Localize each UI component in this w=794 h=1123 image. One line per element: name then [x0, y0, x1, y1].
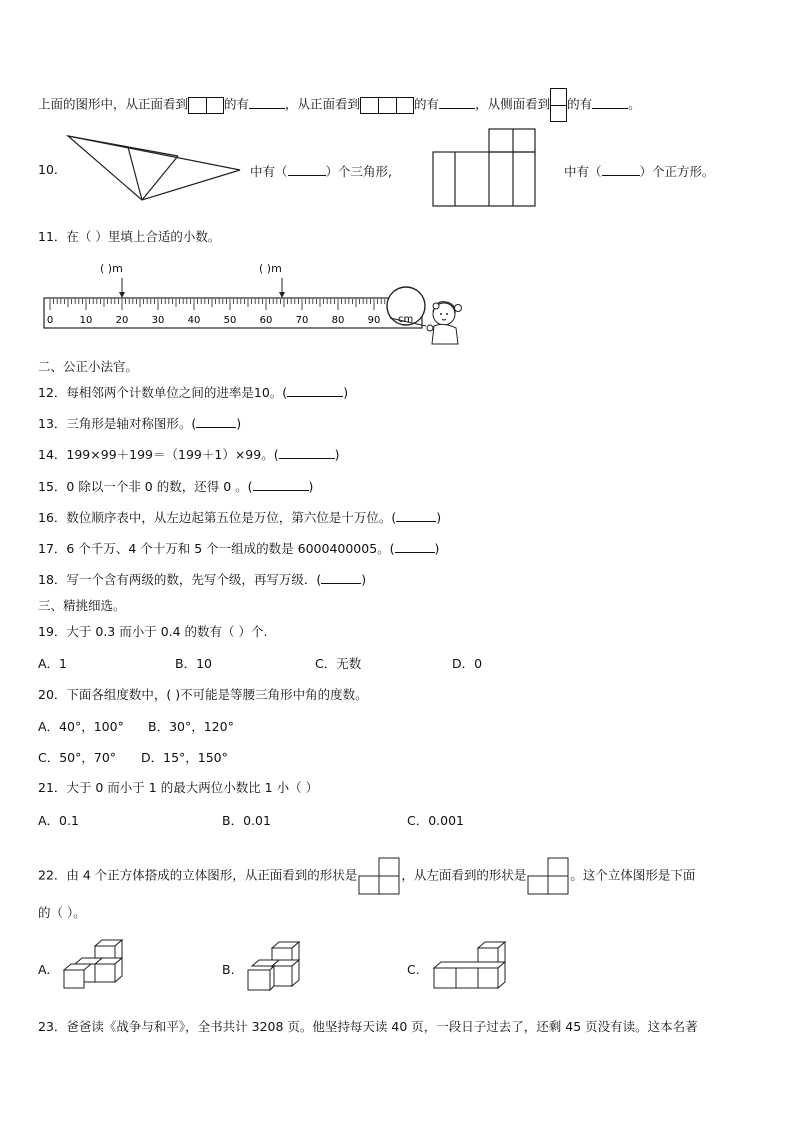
q20-option-b[interactable]: B．30°，120°	[148, 719, 234, 734]
q10-text-b-start: 中有（	[564, 164, 602, 179]
q12	[38, 384, 348, 402]
q10-text-b-end: ）个正方形。	[639, 164, 715, 179]
q18-close: )	[361, 572, 367, 587]
q13-answer-blank[interactable]	[196, 427, 236, 428]
front-view-icon	[358, 857, 400, 895]
q22-option-b-cubes[interactable]	[246, 940, 306, 998]
q9-part3: ，从正面看到	[285, 96, 361, 112]
ruler	[42, 276, 472, 348]
q22-part2: ，从左面看到的形状是	[401, 867, 527, 883]
q19-option-a[interactable]: A．1	[38, 656, 68, 671]
q17-text: 17．6 个千万、4 个十万和 5 个一组成的数是 6000400005。(	[38, 541, 395, 556]
q16-answer-blank[interactable]	[396, 521, 436, 522]
q9-blank3[interactable]	[592, 108, 628, 109]
q20-option-c[interactable]: C．50°，70°	[38, 750, 117, 765]
section-3-heading: 三、精挑细选。	[38, 598, 126, 613]
q22-option-a-label[interactable]: A.	[38, 962, 51, 977]
view-three-squares-icon	[360, 97, 414, 114]
ruler-tick-label: 20	[115, 315, 129, 326]
ruler-label-1: ( )m	[100, 262, 123, 275]
q10-text-b	[564, 162, 715, 180]
q15-text: 15．0 除以一个非 0 的数，还得 0 。(	[38, 479, 253, 494]
q18	[38, 571, 366, 589]
q20-option-d[interactable]: D．15°，150°	[141, 750, 228, 765]
ruler-unit: cm	[398, 314, 414, 325]
q19-option-b[interactable]: B．10	[175, 656, 212, 671]
ruler-tick-label: 10	[79, 315, 93, 326]
q21-option-c[interactable]: C．0.001	[407, 813, 465, 828]
q10-text-a-end: ）个三角形,	[325, 164, 392, 179]
q19-option-d[interactable]: D．0	[452, 656, 483, 671]
ruler-tick-label: 50	[223, 315, 237, 326]
ruler-tick-label: 70	[295, 315, 309, 326]
q21-option-a[interactable]: A．0.1	[38, 813, 79, 828]
q10-blank-a[interactable]	[288, 175, 326, 176]
q18-answer-blank[interactable]	[321, 583, 361, 584]
q12-close: )	[343, 385, 349, 400]
q19-text: 19．大于 0.3 而小于 0.4 的数有（ ）个.	[38, 624, 268, 639]
ruler-tick-label: 60	[259, 315, 273, 326]
q10-text-a	[250, 162, 392, 180]
section-2-heading: 二、公正小法官。	[38, 359, 139, 374]
q16-close: )	[436, 510, 442, 525]
squares-figure	[433, 128, 537, 208]
view-two-squares-icon	[188, 97, 224, 114]
q15-close: )	[308, 479, 314, 494]
q16	[38, 509, 441, 527]
q22-option-c-label[interactable]: C.	[407, 962, 420, 977]
q14-close: )	[334, 447, 340, 462]
q22-part3: 。这个立体图形是下面	[570, 867, 696, 883]
q13-close: )	[236, 416, 242, 431]
q9-part5: ，从侧面看到	[475, 96, 551, 112]
girl-character-icon	[427, 302, 462, 344]
q9-end: 。	[628, 96, 641, 112]
q14	[38, 446, 339, 464]
q15	[38, 478, 313, 496]
q9-part4: 的有	[414, 96, 440, 112]
q9-part1: 上面的图形中，从正面看到	[38, 96, 189, 112]
q12-text: 12．每相邻两个计数单位之间的进率是10。(	[38, 385, 288, 400]
triangle-figure	[68, 134, 244, 202]
left-view-icon	[527, 857, 569, 895]
q17	[38, 540, 439, 558]
q22-option-b-label[interactable]: B.	[222, 962, 235, 977]
q9-blank2[interactable]	[439, 108, 475, 109]
q22-line2: 的（ ）。	[38, 905, 86, 920]
q22-option-a-cubes[interactable]	[62, 938, 126, 998]
ruler-tick-label: 80	[331, 315, 345, 326]
q13	[38, 415, 241, 433]
q22-option-c-cubes[interactable]	[432, 940, 508, 998]
q16-text: 16．数位顺序表中，从左边起第五位是万位，第六位是十万位。(	[38, 510, 397, 525]
q17-close: )	[434, 541, 440, 556]
q12-answer-blank[interactable]	[287, 396, 343, 397]
q9-part2: 的有	[224, 96, 250, 112]
q20-text: 20．下面各组度数中，( )不可能是等腰三角形中角的度数。	[38, 687, 368, 702]
q15-answer-blank[interactable]	[253, 490, 309, 491]
q22-line1	[38, 857, 695, 895]
q18-text: 18．写一个含有两级的数，先写个级，再写万级．(	[38, 572, 322, 587]
ruler-tick-label: 90	[367, 315, 381, 326]
q10-blank-b[interactable]	[602, 175, 640, 176]
q17-answer-blank[interactable]	[395, 552, 435, 553]
q14-answer-blank[interactable]	[279, 458, 335, 459]
q9-part6: 的有	[567, 96, 593, 112]
q11-text: 11．在（ ）里填上合适的小数。	[38, 229, 221, 244]
ruler-tick-label: 40	[187, 315, 201, 326]
q14-text: 14．199×99＋199＝（199＋1）×99。(	[38, 447, 279, 462]
q20-option-a[interactable]: A．40°，100°	[38, 719, 124, 734]
q23-text: 23．爸爸读《战争与和平》，全书共计 3208 页。他坚持每天读 40 页，一段日子过去了，还剩 45 页没有读。这本名著	[38, 1019, 698, 1034]
ruler-tick-label: 0	[46, 315, 54, 326]
q13-text: 13．三角形是轴对称图形。(	[38, 416, 197, 431]
q21-text: 21．大于 0 而小于 1 的最大两位小数比 1 小（ ）	[38, 780, 319, 795]
q22-part1: 22．由 4 个正方体搭成的立体图形，从正面看到的形状是	[38, 867, 358, 883]
q21-option-b[interactable]: B．0.01	[222, 813, 271, 828]
ruler-tick-label: 30	[151, 315, 165, 326]
q10-number: 10.	[38, 162, 58, 177]
q10-text-a-start: 中有（	[250, 164, 288, 179]
q9-blank1[interactable]	[249, 108, 285, 109]
q19-option-c[interactable]: C．无数	[315, 656, 362, 671]
ruler-label-2: ( )m	[259, 262, 282, 275]
view-vertical-squares-icon	[550, 88, 567, 122]
q9-line	[38, 88, 641, 122]
